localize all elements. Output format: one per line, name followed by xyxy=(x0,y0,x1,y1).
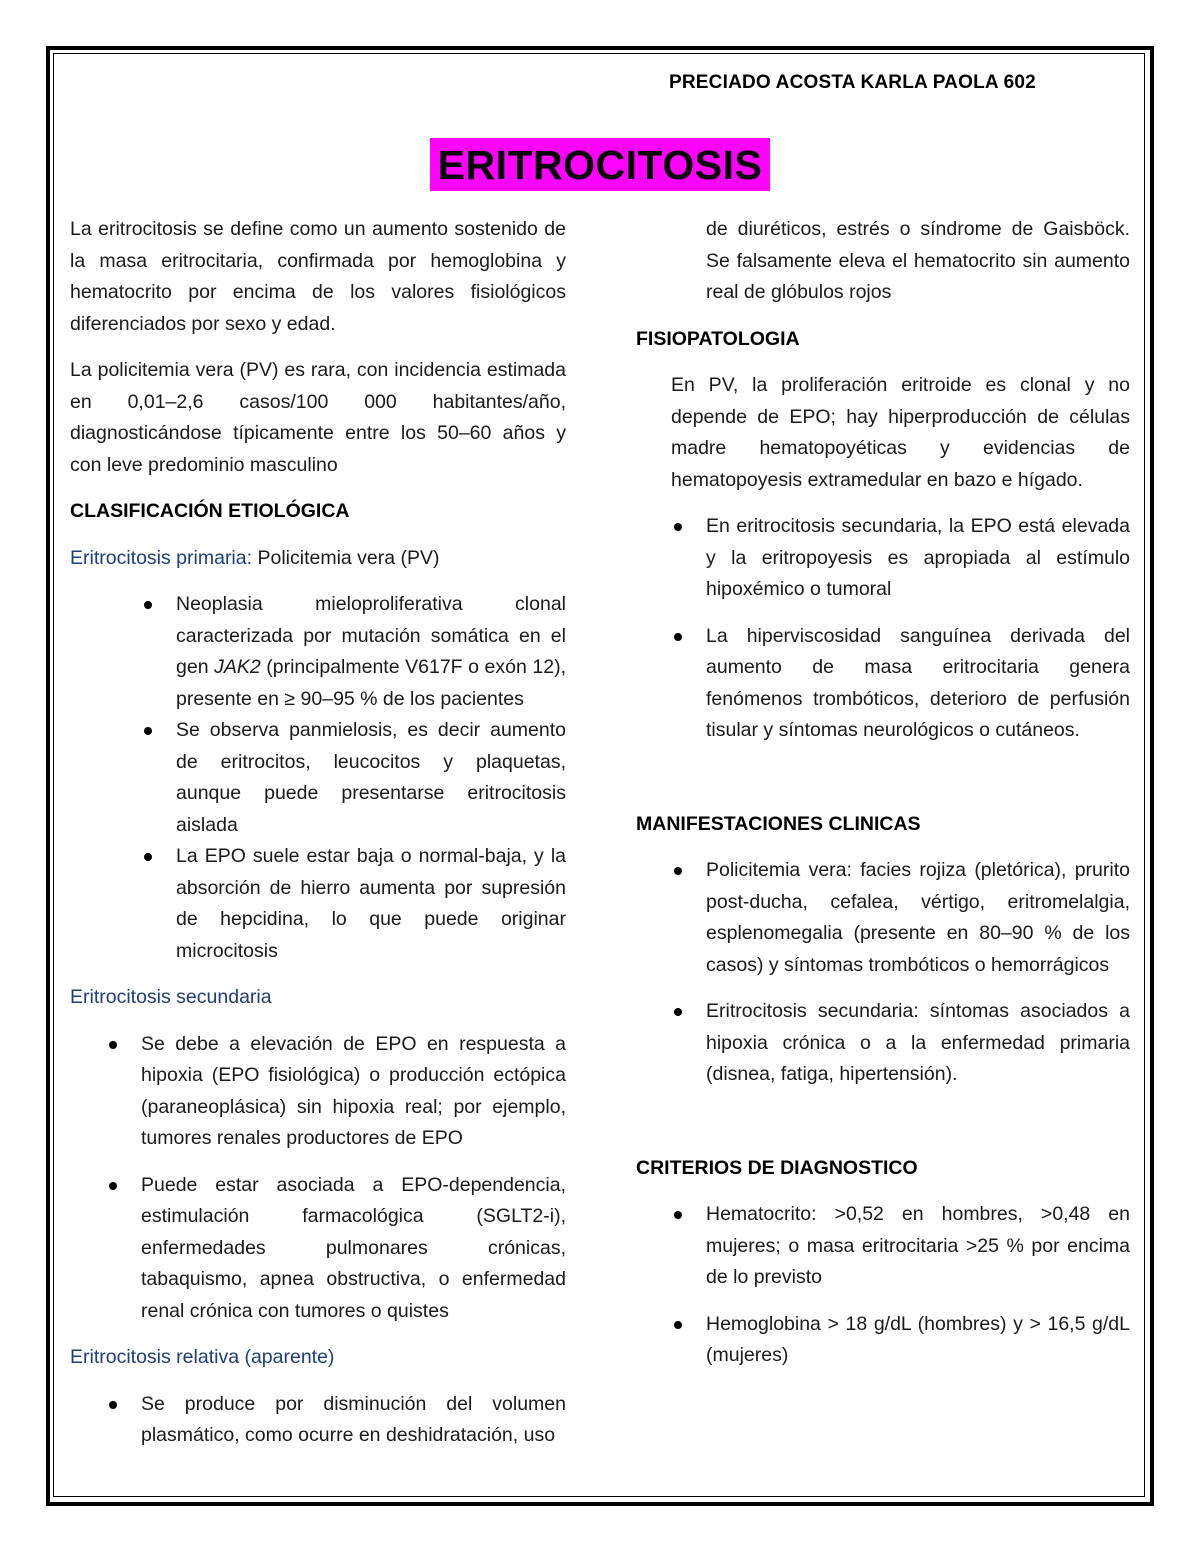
section-heading-criterios: CRITERIOS DE DIAGNOSTICO xyxy=(636,1156,918,1179)
bullet-icon xyxy=(144,601,152,609)
primaria-line xyxy=(70,543,566,575)
bullet-icon xyxy=(674,523,682,531)
bullet-icon xyxy=(109,1041,117,1049)
right-column xyxy=(636,214,1130,1372)
author-name: PRECIADO ACOSTA KARLA PAOLA 602 xyxy=(669,72,1036,93)
bullet-icon xyxy=(674,1008,682,1016)
bullet-icon xyxy=(674,633,682,641)
list-item: En eritrocitosis secundaria, la EPO está elevada y la eritropoyesis es apropiada al estímulo hipoxémico o tumoral xyxy=(636,511,1130,606)
bullet-icon xyxy=(144,853,152,861)
relativa-continuation: de diuréticos, estrés o síndrome de Gaisböck. Se falsamente eleva el hematocrito sin aumento real de glóbulos rojos xyxy=(706,218,1130,303)
list-item: Se observa panmielosis, es decir aumento de eritrocitos, leucocitos y plaquetas, aunque puede presentarse eritrocitosis aislada xyxy=(70,715,566,841)
fisiopatologia-list xyxy=(636,511,1130,747)
left-column xyxy=(70,214,566,1452)
intro-paragraph: La eritrocitosis se define como un aumento sostenido de la masa eritrocitaria, confirmada por hemoglobina y hematocrito por encima de los valores fisiológicos diferenciados por sexo y edad. xyxy=(70,218,566,335)
relativa-list xyxy=(70,1389,566,1452)
section-heading-clasificacion: CLASIFICACIÓN ETIOLÓGICA xyxy=(70,500,350,522)
criterios-list xyxy=(636,1199,1130,1372)
list-item: La hiperviscosidad sanguínea derivada del aumento de masa eritrocitaria genera fenómenos trombóticos, deterioro de perfusión tisular y síntomas neurológicos o cutáneos. xyxy=(636,621,1130,747)
subheading-primaria: Eritrocitosis primaria: xyxy=(70,546,253,569)
section-heading-manifestaciones: MANIFESTACIONES CLINICAS xyxy=(636,812,921,835)
bullet-icon xyxy=(109,1401,117,1409)
list-item: La EPO suele estar baja o normal-baja, y la absorción de hierro aumenta por supresión de hepcidina, lo que puede originar microcitosis xyxy=(70,841,566,967)
list-item: Eritrocitosis secundaria: síntomas asociados a hipoxia crónica o a la enfermedad primaria (disnea, fatiga, hipertensión). xyxy=(636,996,1130,1091)
bullet-icon xyxy=(674,1321,682,1329)
bullet-icon xyxy=(674,1211,682,1219)
subheading-relativa: Eritrocitosis relativa (aparente) xyxy=(70,1346,335,1368)
list-item: Se produce por disminución del volumen plasmático, como ocurre en deshidratación, uso xyxy=(70,1389,566,1452)
section-heading-fisiopatologia: FISIOPATOLOGIA xyxy=(636,327,800,350)
list-item: Policitemia vera: facies rojiza (pletórica), prurito post-ducha, cefalea, vértigo, eritromelalgia, esplenomegalia (presente en 80–90 % de los casos) y síntomas trombóticos o hemorrágicos xyxy=(636,855,1130,981)
list-item: Hematocrito: >0,52 en hombres, >0,48 en mujeres; o masa eritrocitaria >25 % por encima de lo previsto xyxy=(636,1199,1130,1294)
list-item: Neoplasia mieloproliferativa clonal caracterizada por mutación somática en el gen JAK2 (principalmente V617F o exón 12), presente en ≥ 90–95 % de los pacientes xyxy=(70,589,566,715)
bullet-icon xyxy=(109,1182,117,1190)
subheading-secundaria: Eritrocitosis secundaria xyxy=(70,986,272,1008)
bullet-icon xyxy=(674,867,682,875)
title-container xyxy=(0,138,1200,191)
primaria-value: Policitemia vera (PV) xyxy=(252,546,440,569)
page-title: ERITROCITOSIS xyxy=(430,138,771,191)
intro-paragraph: La policitemia vera (PV) es rara, con incidencia estimada en 0,01–2,6 casos/100 000 habitantes/año, diagnosticándose típicamente entre los 50–60 años y con leve predominio masculino xyxy=(70,359,566,476)
gene-name: JAK2 xyxy=(214,656,261,678)
list-item: Se debe a elevación de EPO en respuesta a hipoxia (EPO fisiológica) o producción ectópica (paraneoplásica) sin hipoxia real; por ejemplo, tumores renales productores de EPO xyxy=(70,1029,566,1155)
fisiopatologia-paragraph: En PV, la proliferación eritroide es clonal y no depende de EPO; hay hiperproducción de células madre hematopoyéticas y evidencias de hematopoyesis extramedular en bazo e hígado. xyxy=(671,374,1130,491)
list-item: Puede estar asociada a EPO-dependencia, estimulación farmacológica (SGLT2-i), enfermedades pulmonares crónicas, tabaquismo, apnea obstructiva, o enfermedad renal crónica con tumores o quistes xyxy=(70,1170,566,1328)
manifestaciones-list xyxy=(636,855,1130,1091)
primaria-list xyxy=(70,589,566,967)
secundaria-list xyxy=(70,1029,566,1328)
bullet-icon xyxy=(144,727,152,735)
list-item: Hemoglobina > 18 g/dL (hombres) y > 16,5 g/dL (mujeres) xyxy=(636,1309,1130,1372)
